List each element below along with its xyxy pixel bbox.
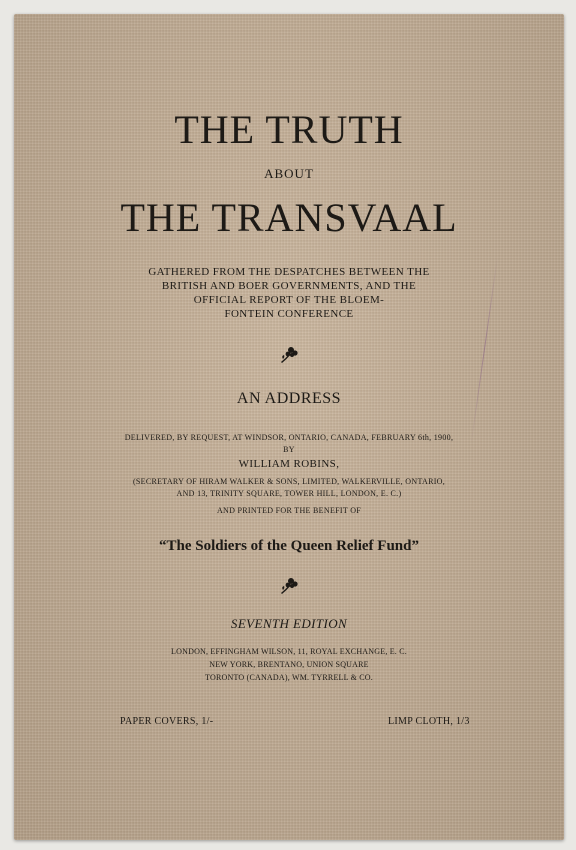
title-line-1: THE TRUTH [174,107,404,152]
publisher-new-york: NEW YORK, BRENTANO, UNION SQUARE [209,660,369,669]
book-cover [14,14,564,840]
by-line: BY [283,445,295,454]
price-paper-covers: PAPER COVERS, 1/- [120,716,214,727]
flower-ornament-icon [14,575,564,600]
gathered-line-3: OFFICIAL REPORT OF THE BLOEM- [193,294,385,306]
secretary-line-1: (SECRETARY OF HIRAM WALKER & SONS, LIMITED, WALKERVILLE, ONTARIO, [132,477,446,486]
author-name: WILLIAM ROBINS, [238,458,340,470]
publisher-london: LONDON, EFFINGHAM WILSON, 11, ROYAL EXCHANGE, E. C. [171,647,407,656]
title-line-2: THE TRANSVAAL [120,195,458,240]
delivered-line: DELIVERED, BY REQUEST, AT WINDSOR, ONTARIO, CANADA, FEBRUARY 6th, 1900, [124,433,454,442]
gathered-line-4: FONTEIN CONFERENCE [224,308,354,320]
gathered-line-1: GATHERED FROM THE DESPATCHES BETWEEN THE [148,266,430,278]
title-about: ABOUT [264,166,314,181]
price-limp-cloth: LIMP CLOTH, 1/3 [388,716,470,727]
address-heading: AN ADDRESS [236,390,342,407]
edition-label: SEVENTH EDITION [230,616,348,631]
printed-line: AND PRINTED FOR THE BENEFIT OF [216,506,362,515]
secretary-line-2: AND 13, TRINITY SQUARE, TOWER HILL, LONDON, E. C.) [176,489,402,498]
relief-fund-title: “The Soldiers of the Queen Relief Fund” [158,538,419,554]
publisher-toronto: TORONTO (CANADA), WM. TYRRELL & CO. [205,673,373,682]
gathered-line-2: BRITISH AND BOER GOVERNMENTS, AND THE [161,280,417,292]
